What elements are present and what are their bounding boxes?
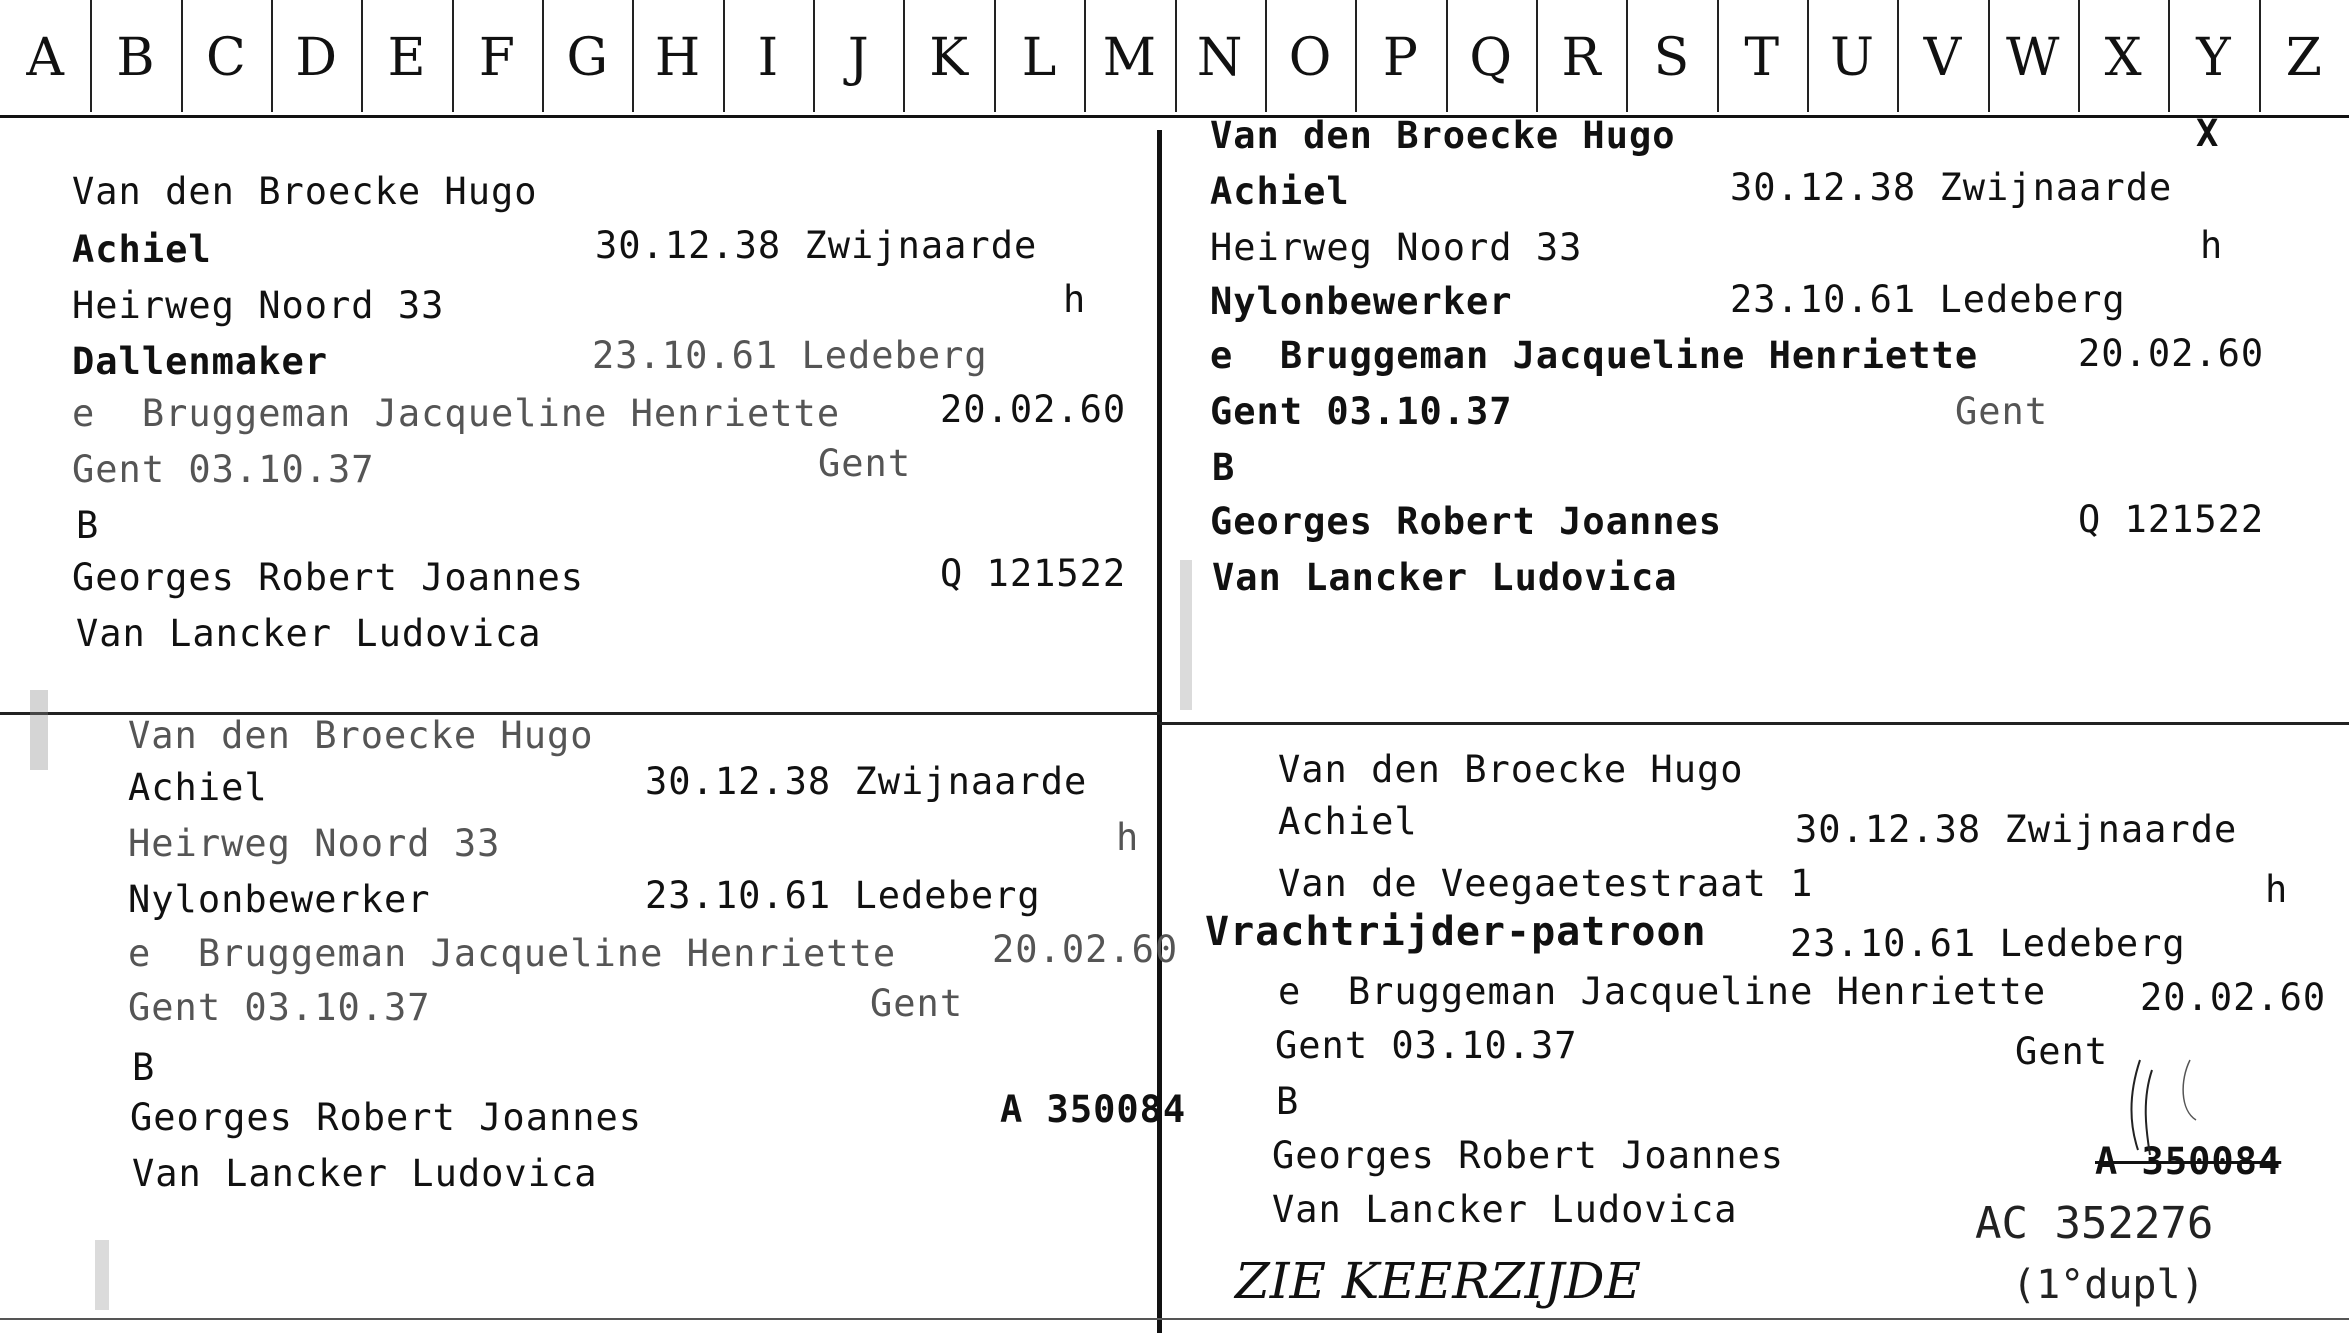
alphabet-separator [813,0,815,112]
card-spouse-date: 20.02.60 [2078,332,2265,375]
alphabet-letter-q: Q [1469,27,1513,88]
card-name: Van den Broecke Hugo [72,170,538,213]
card-occupation: Nylonbewerker [1210,280,1513,323]
alphabet-separator [1355,0,1357,112]
alphabet-separator [1536,0,1538,112]
card-spouse-date: 20.02.60 [992,928,1179,971]
alphabet-letter-l: L [1021,27,1057,88]
alphabet-separator [2259,0,2261,112]
card-occupation: Nylonbewerker [128,878,431,921]
card-mother: Van Lancker Ludovica [76,612,542,655]
card-marriage: 23.10.61 Ledeberg [592,334,988,377]
card-address: Heirweg Noord 33 [72,284,445,327]
alphabet-separator [994,0,996,112]
bottom-edge-line [0,1318,2349,1320]
alphabet-letter-n: N [1196,27,1243,88]
card-id-number: A 350084 [1000,1088,1187,1131]
card-spouse: e Bruggeman Jacqueline Henriette [1278,970,2047,1013]
card-mother: Van Lancker Ludovica [1212,556,1678,599]
alphabet-separator [1446,0,1448,112]
alphabet-letter-i: I [757,27,779,88]
card-spouse-birth: Gent 03.10.37 [72,448,375,491]
card-father: Georges Robert Joannes [130,1096,643,1139]
alphabet-separator [361,0,363,112]
card-handwritten-note: ZIE KEERZIJDE [1235,1252,1642,1310]
alphabet-separator [903,0,905,112]
alphabet-index-bar [0,0,2349,118]
alphabet-separator [1717,0,1719,112]
alphabet-letter-b: B [116,27,155,88]
card-spouse: e Bruggeman Jacqueline Henriette [128,932,897,975]
card-b-mark: B [76,504,100,547]
signature-scribble-icon [2120,1050,2240,1160]
card-name: Van den Broecke Hugo [128,714,594,757]
card-id-number: Q 121522 [2078,498,2265,541]
card-father: Georges Robert Joannes [1210,500,1723,543]
card-x-mark: X [2196,112,2220,155]
card-address: Van de Veegaetestraat 1 [1278,862,1814,905]
alphabet-letter-u: U [1830,27,1874,88]
alphabet-letter-a: A [26,27,64,88]
alphabet-letter-y: Y [2196,27,2231,88]
alphabet-letter-m: M [1102,27,1156,88]
card-duplicate-note: (1°dupl) [2012,1262,2205,1308]
card-marriage: 23.10.61 Ledeberg [645,874,1041,917]
card-h-mark: h [2265,868,2289,911]
alphabet-letter-g: G [566,27,608,88]
card-b-mark: B [1212,446,1236,489]
card-birth: 30.12.38 Zwijnaarde [1730,166,2173,209]
alphabet-separator [542,0,544,112]
card-birth: 30.12.38 Zwijnaarde [595,224,1038,267]
card-marriage: 23.10.61 Ledeberg [1730,278,2126,321]
alphabet-letter-p: P [1382,27,1418,88]
alphabet-separator [1897,0,1899,112]
alphabet-separator [271,0,273,112]
card-spouse-birth: Gent 03.10.37 [128,986,431,1029]
alphabet-letter-j: J [847,27,869,88]
alphabet-separator [2168,0,2170,112]
alphabet-letter-k: K [929,27,969,88]
card-occupation: Vrachtrijder-patroon [1205,909,1707,955]
alphabet-letter-v: V [1923,27,1962,88]
card-id-number: Q 121522 [940,552,1127,595]
card-given-name: Achiel [1278,800,1418,843]
scan-noise [1180,560,1192,710]
card-birth: 30.12.38 Zwijnaarde [1795,808,2238,851]
card-spouse-date: 20.02.60 [940,388,1127,431]
alphabet-separator [452,0,454,112]
alphabet-letter-x: X [2104,27,2142,88]
card-spouse-place: Gent [870,982,964,1025]
card-spouse: e Bruggeman Jacqueline Henriette [72,392,841,435]
scan-noise [30,690,48,770]
card-spouse-place: Gent [2015,1030,2109,1073]
alphabet-letter-t: T [1744,27,1780,88]
alphabet-separator [1084,0,1086,112]
alphabet-letter-f: F [478,27,515,88]
alphabet-letter-r: R [1561,27,1601,88]
card-b-mark: B [132,1046,156,1089]
alphabet-separator [2078,0,2080,112]
card-new-id-stamp: AC 352276 [1975,1198,2214,1249]
card-spouse-place: Gent [1955,390,2049,433]
alphabet-separator [1175,0,1177,112]
card-spouse-birth: Gent 03.10.37 [1210,390,1513,433]
card-horizontal-divider-right [1160,722,2349,725]
card-father: Georges Robert Joannes [1272,1134,1785,1177]
alphabet-separator [723,0,725,112]
alphabet-separator [181,0,183,112]
alphabet-letter-o: O [1288,27,1332,88]
alphabet-letter-w: W [2006,27,2060,88]
alphabet-separator [632,0,634,112]
card-name: Van den Broecke Hugo [1278,748,1744,791]
alphabet-letter-z: Z [2285,27,2322,88]
card-given-name: Achiel [128,766,268,809]
alphabet-separator [90,0,92,112]
card-spouse: e Bruggeman Jacqueline Henriette [1210,334,1979,377]
card-marriage: 23.10.61 Ledeberg [1790,922,2186,965]
card-father: Georges Robert Joannes [72,556,585,599]
card-b-mark: B [1276,1080,1300,1123]
alphabet-letter-s: S [1653,27,1690,88]
alphabet-separator [1265,0,1267,112]
card-vertical-divider [1157,130,1162,1333]
alphabet-letter-d: D [295,27,338,88]
alphabet-separator [1626,0,1628,112]
card-h-mark: h [1116,816,1140,859]
card-address: Heirweg Noord 33 [128,822,501,865]
card-mother: Van Lancker Ludovica [1272,1188,1738,1231]
card-occupation: Dallenmaker [72,340,329,383]
card-spouse-birth: Gent 03.10.37 [1275,1024,1578,1067]
card-h-mark: h [2200,224,2224,267]
card-name: Van den Broecke Hugo [1210,114,1676,157]
card-h-mark: h [1063,278,1087,321]
scan-noise [95,1240,109,1310]
card-given-name: Achiel [1210,170,1350,213]
alphabet-letter-c: C [205,27,246,88]
card-spouse-place: Gent [818,442,912,485]
alphabet-separator [1807,0,1809,112]
alphabet-letter-e: E [387,27,426,88]
card-spouse-date: 20.02.60 [2140,976,2327,1019]
card-address: Heirweg Noord 33 [1210,226,1583,269]
card-birth: 30.12.38 Zwijnaarde [645,760,1088,803]
card-id-number-struck: A 350084 [2095,1140,2282,1183]
card-given-name: Achiel [72,228,212,271]
card-mother: Van Lancker Ludovica [132,1152,598,1195]
alphabet-letter-h: H [654,27,701,88]
alphabet-separator [1988,0,1990,112]
